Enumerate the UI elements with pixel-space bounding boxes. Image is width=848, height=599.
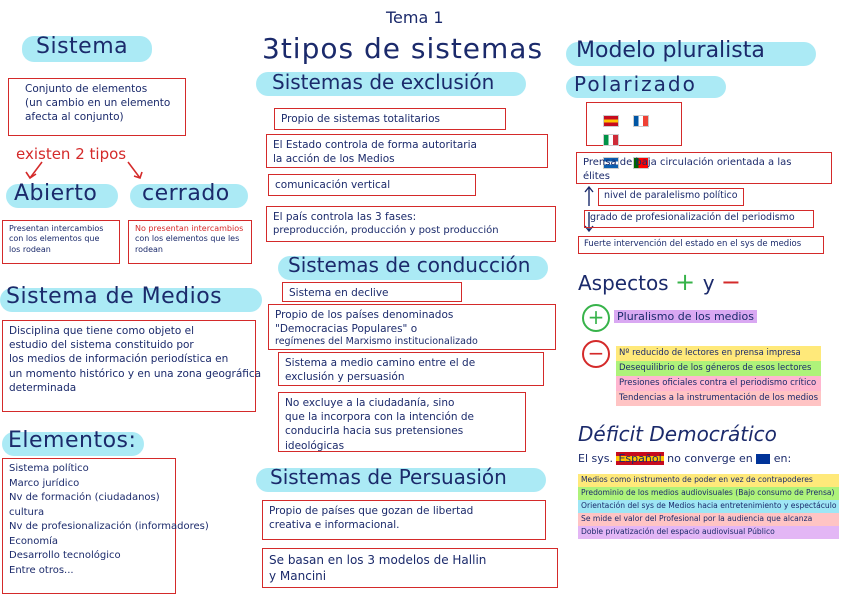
persuasion-text: Se basan en los 3 modelos de Hallin: [269, 553, 487, 567]
exclusion-item-box: [274, 108, 506, 130]
medios-desc-line: un momento histórico y en una zona geográfica: [9, 367, 262, 380]
france-flag: [633, 115, 649, 127]
eu-flag-icon: [756, 454, 770, 464]
definition-line: afecta al conjunto): [25, 111, 124, 124]
medios-desc-line: determinada: [9, 381, 77, 394]
deficit-item: Doble privatización del espacio audiovisual Público: [578, 526, 839, 539]
sistema-medios-title: Sistema de Medios: [6, 284, 223, 309]
feature-text: nivel de paralelismo político: [604, 190, 738, 201]
plus-item: [614, 310, 757, 325]
abierto-desc-line: los rodean: [9, 244, 51, 254]
feature-box: [578, 236, 824, 254]
conduccion-text: regímenes del Marxismo institucionalizado: [275, 336, 478, 348]
medios-description-box: [2, 320, 262, 412]
feature-text: Fuerte intervención del estado en el sys de medios: [584, 239, 802, 249]
minus-item: Tendencias a la instrumentación de los medios: [616, 391, 821, 406]
persuasion-title: Sistemas de Persuasión: [270, 465, 507, 489]
exclusion-text: El país controla las 3 fases:: [273, 211, 417, 223]
elemento-item: Marco jurídico: [9, 477, 80, 489]
elemento-item: Desarrollo tecnológico: [9, 550, 121, 561]
abierto-description-box: [2, 220, 120, 264]
minus-sign: −: [720, 268, 742, 296]
existen-label: existen 2 tipos: [16, 145, 127, 163]
exclusion-item-box: [266, 134, 548, 168]
deficit-sub-pre: El sys.: [578, 452, 613, 465]
elementos-list-box: [2, 458, 209, 594]
spain-flag: [603, 115, 619, 127]
elemento-item: Economía: [9, 535, 59, 547]
plus-circle-icon: +: [582, 304, 610, 332]
exclusion-text: la acción de los Medios: [273, 153, 395, 166]
abierto-title: Abierto: [14, 181, 98, 206]
conduccion-item-box: [282, 282, 462, 302]
conduccion-text: Sistema a medio camino entre el de: [285, 357, 476, 369]
elemento-item: Nv de profesionalización (informadores): [9, 521, 209, 532]
conduccion-item-box: [278, 352, 544, 386]
elemento-item: Nv de formación (ciudadanos): [9, 492, 160, 503]
exclusion-text: Propio de sistemas totalitarios: [281, 113, 440, 125]
conduccion-item-box: [278, 392, 526, 452]
tema-label: Tema 1: [386, 8, 444, 27]
conduccion-text: conducirla hacia sus pretensiones: [285, 425, 464, 438]
feature-text: grado de profesionalización del periodismo: [590, 212, 795, 223]
persuasion-item-box: [262, 548, 558, 588]
deficit-item: Medios como instrumento de poder en vez de contrapoderes: [578, 474, 839, 487]
minus-item: Presiones oficiales contra el periodismo crítico: [616, 376, 821, 391]
medios-desc-line: estudio del sistema constituido por: [9, 339, 194, 352]
feature-box: [576, 152, 832, 184]
conduccion-text: ideológicas: [285, 439, 345, 452]
exclusion-item-box: [266, 206, 556, 242]
conduccion-text: que la incorpora con la intención de: [285, 411, 474, 424]
italy-flag: [603, 134, 619, 146]
minus-item: Desequilibrio de los géneros de esos lectores: [616, 361, 821, 376]
minus-circle-icon: −: [582, 340, 610, 368]
elemento-item: Sistema político: [9, 463, 89, 474]
exclusion-title: Sistemas de exclusión: [272, 70, 495, 94]
cerrado-title: cerrado: [142, 181, 230, 206]
deficit-item: Orientación del sys de Medios hacia entretenimiento y espectáculo: [578, 500, 839, 513]
deficit-sub-post: no converge en: [667, 452, 753, 465]
deficit-subtitle: [578, 452, 791, 467]
deficit-list: [578, 474, 839, 539]
plus-item-text: Pluralismo de los medios: [614, 310, 757, 323]
cerrado-desc-line: con los elementos que les: [135, 234, 240, 244]
persuasion-text: y Mancini: [269, 569, 327, 584]
minus-item: Nº reducido de lectores en prensa impresa: [616, 346, 821, 361]
conduccion-title: Sistemas de conducción: [288, 253, 531, 277]
medios-desc-line: los medios de información periodística en: [9, 353, 229, 366]
conduccion-text: No excluye a la ciudadanía, sino: [285, 397, 455, 409]
persuasion-text: Propio de países que gozan de libertad: [269, 505, 474, 517]
minus-list: [616, 346, 821, 406]
flags-box: [586, 102, 682, 146]
deficit-title: Déficit Democrático: [578, 422, 777, 446]
elemento-item: Entre otros...: [9, 564, 74, 576]
definition-line: Conjunto de elementos: [25, 83, 148, 95]
cerrado-desc-line: No presentan intercambios: [135, 224, 244, 233]
sistema-title: Sistema: [36, 34, 129, 59]
conduccion-item-box: [268, 304, 556, 350]
conduccion-text: Sistema en declive: [289, 287, 389, 299]
deficit-item: Predominio de los medios audiovisuales (Bajo consumo de Prensa): [578, 487, 839, 500]
exclusion-text: El Estado controla de forma autoritaria: [273, 139, 477, 151]
elementos-title: Elementos:: [8, 428, 137, 453]
exclusion-item-box: [268, 174, 476, 196]
feature-box: [584, 210, 814, 228]
feature-box: [598, 188, 744, 206]
deficit-sub-es: Español: [618, 452, 662, 465]
feature-text: élites: [583, 170, 610, 182]
aspectos-title: [578, 268, 741, 296]
conduccion-text: exclusión y persuasión: [285, 371, 405, 384]
deficit-item: Se mide el valor del Profesional por la audiencia que alcanza: [578, 513, 839, 526]
medios-desc-line: Disciplina que tiene como objeto el: [9, 325, 195, 337]
polarizado-title: Polarizado: [574, 72, 697, 96]
cerrado-description-box: [128, 220, 252, 264]
abierto-desc-line: con los elementos que: [9, 234, 100, 244]
persuasion-text: creativa e informacional.: [269, 519, 400, 532]
cerrado-desc-line: rodean: [135, 244, 163, 254]
feature-text: Prensa de baja circulación orientada a las: [583, 157, 792, 168]
aspectos-y: y: [702, 271, 715, 295]
plus-sign: +: [674, 268, 703, 296]
definition-line: (un cambio en un elemento: [25, 97, 171, 110]
abierto-desc-line: Presentan intercambios: [9, 224, 104, 233]
arrows-icon: [0, 0, 300, 200]
aspectos-label: Aspectos: [578, 271, 669, 295]
conduccion-text: "Democracias Populares" o: [275, 323, 418, 336]
page-title: 3tipos de sistemas: [262, 32, 544, 65]
deficit-sub-end: en:: [773, 452, 792, 465]
modelo-pluralista-title: Modelo pluralista: [576, 38, 765, 63]
exclusion-text: comunicación vertical: [275, 179, 391, 191]
conduccion-text: Propio de los países denominados: [275, 309, 454, 321]
persuasion-item-box: [262, 500, 546, 540]
exclusion-text: preproducción, producción y post producción: [273, 225, 499, 237]
elemento-item: cultura: [9, 506, 45, 518]
